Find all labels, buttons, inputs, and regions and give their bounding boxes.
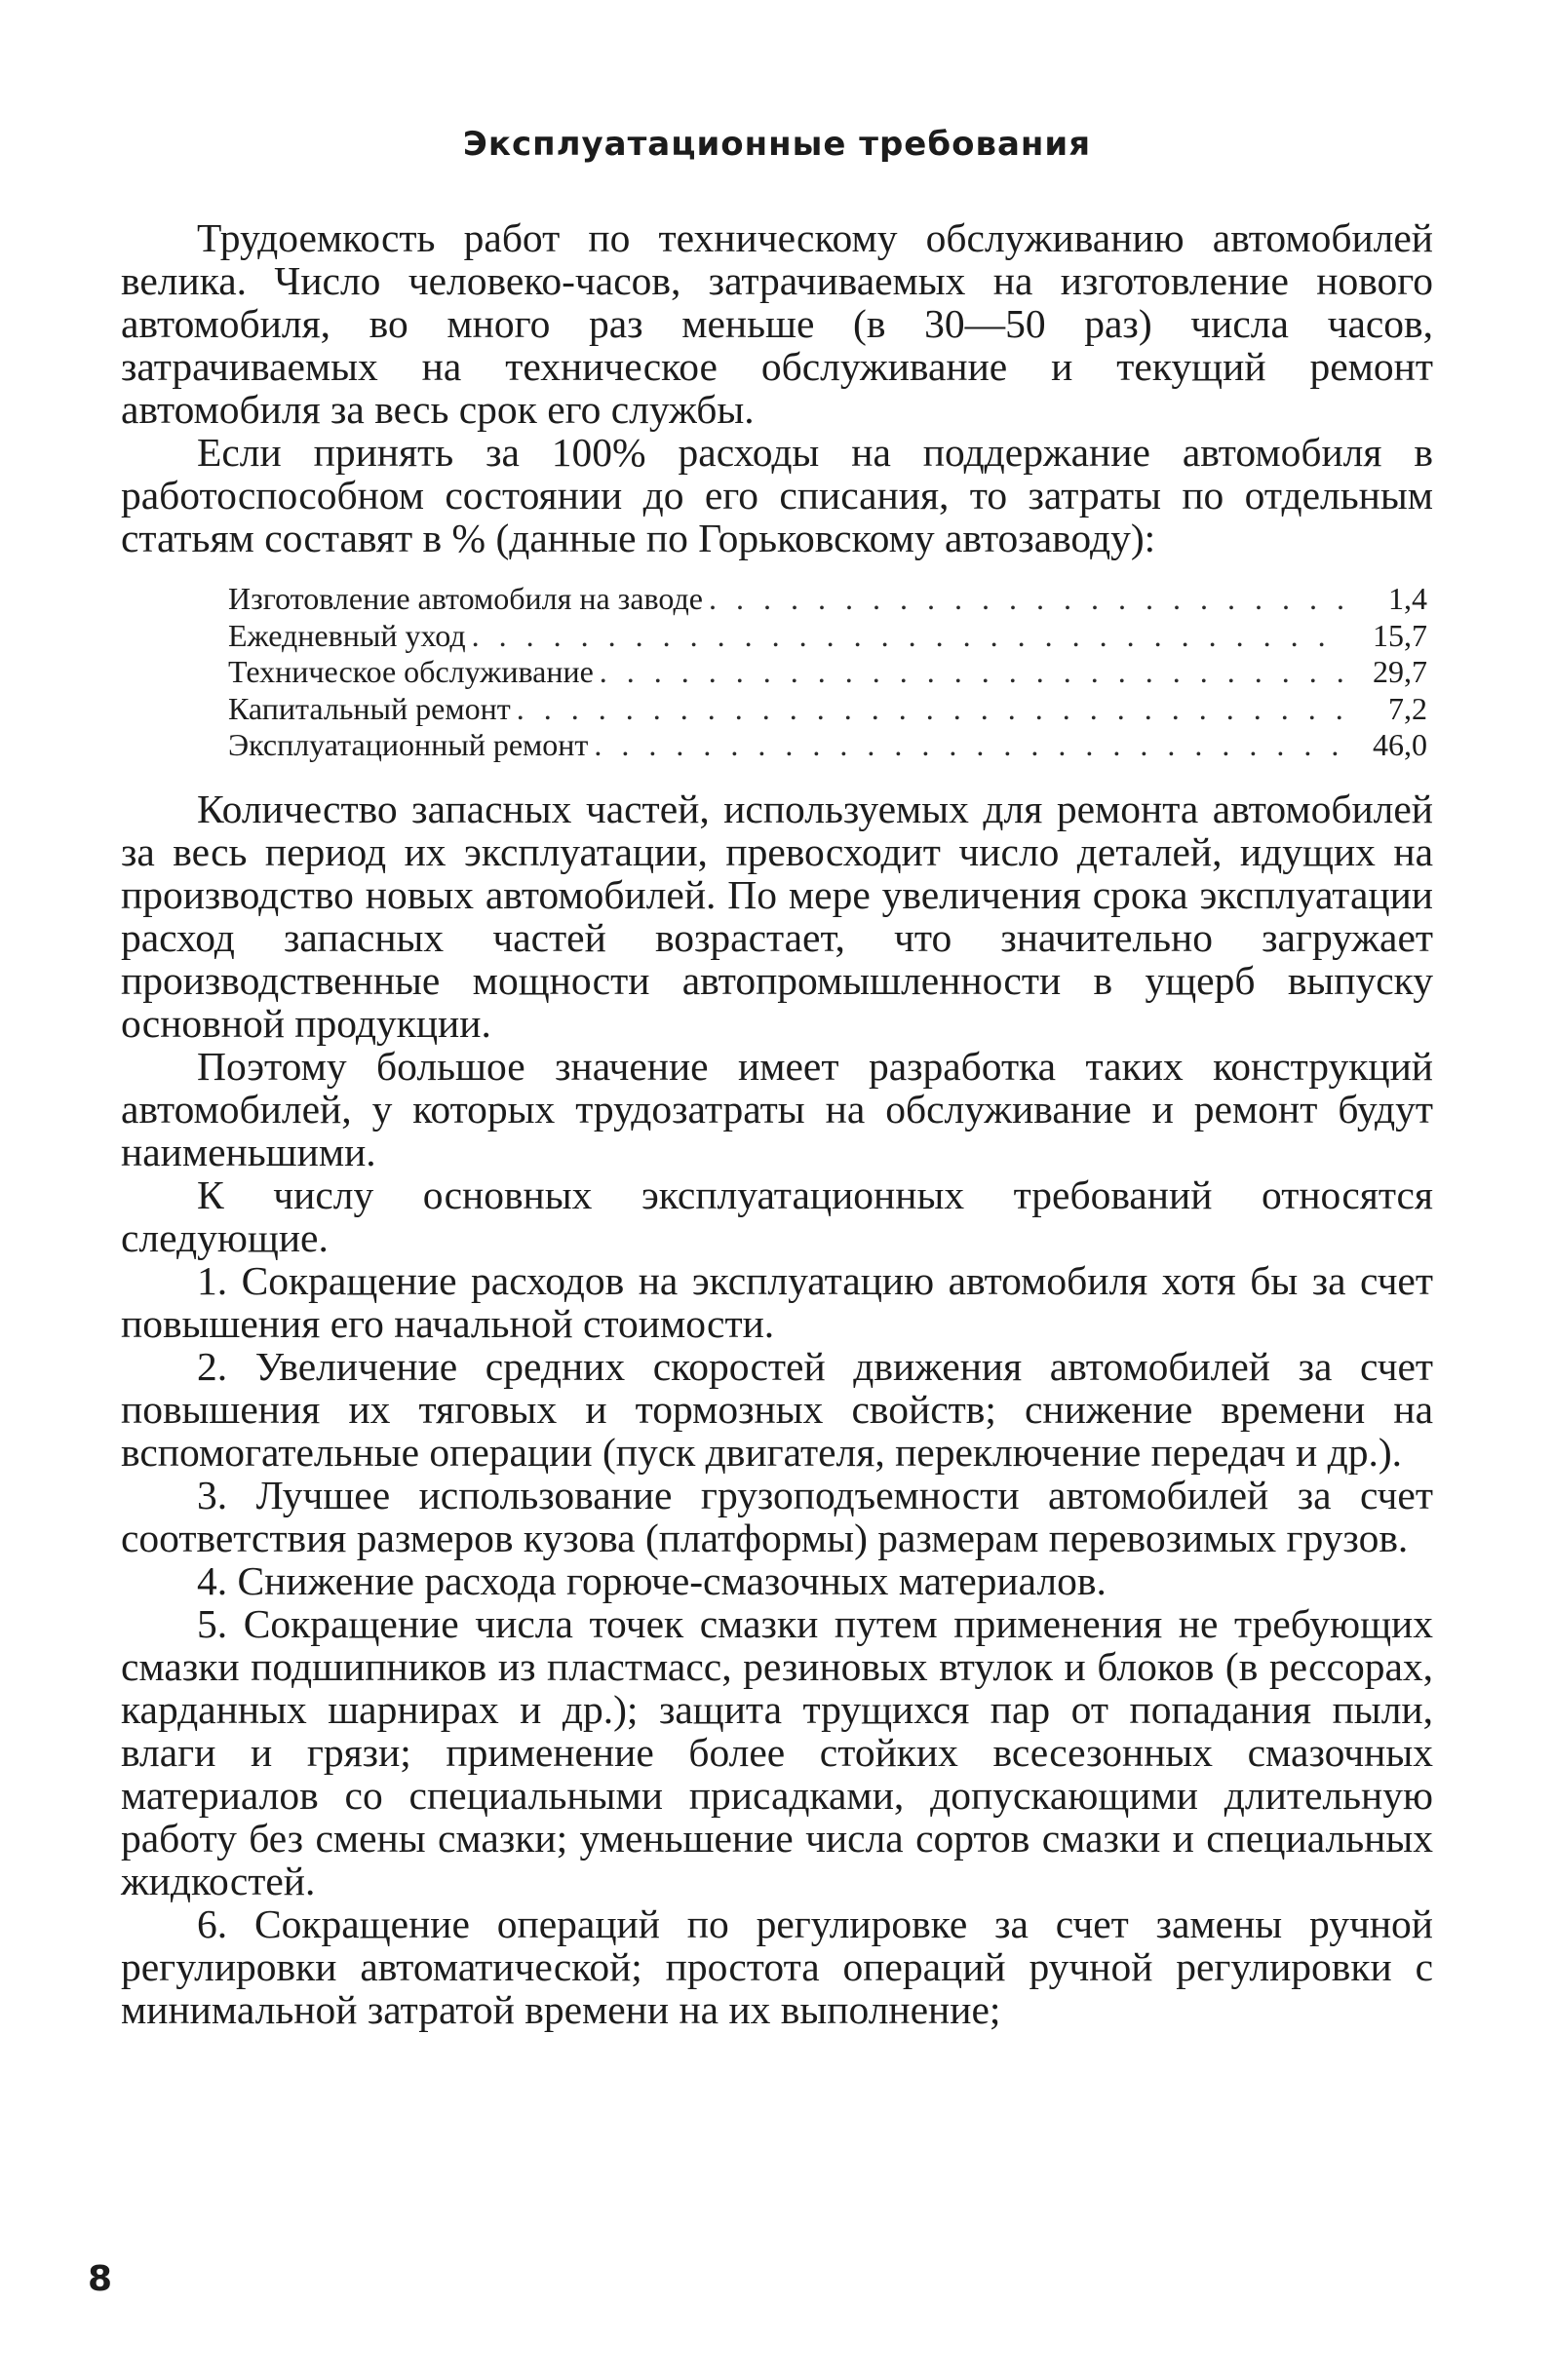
row-value: 7,2: [1388, 690, 1427, 726]
leader-dots: [517, 691, 1343, 728]
cost-table: [228, 581, 1427, 764]
page-number: 8: [88, 2259, 113, 2299]
requirement-item: 2. Увеличение средних скоростей движения автомобилей за счет повышения их тяговых и тормозных свойств; снижение времени на вспомогательные операции (пуск двигателя, переключение передач и др.).: [121, 1343, 1433, 1475]
paragraph-labor-intensity: Трудоемкость работ по техническому обслуживанию автомобилей велика. Число человеко-часов, затрачиваемых на изготовление нового автомобиля, во много раз меньше (в 30—50 раз) числа часов, затрачиваемых на техническое обслуживание и текущий ремонт автомобиля за весь срок его службы.: [121, 215, 1433, 432]
row-label: Изготовление автомобиля на заводе: [228, 581, 703, 616]
row-label: Капитальный ремонт: [228, 690, 511, 726]
requirement-item: 4. Снижение расхода горюче-смазочных материалов.: [197, 1557, 1107, 1603]
row-value: 15,7: [1373, 617, 1427, 653]
row-value: 1,4: [1388, 581, 1427, 616]
requirement-item: 3. Лучшее использование грузоподъемности автомобилей за счет соответствия размеров кузова (платформы) размерам перевозимых грузов.: [121, 1472, 1433, 1560]
leader-dots: [472, 618, 1343, 655]
row-value: 46,0: [1373, 727, 1427, 762]
paragraph-spare-parts: Количество запасных частей, используемых для ремонта автомобилей за весь период их эксплуатации, превосходит число деталей, идущих на производство новых автомобилей. По мере увеличения срока эксплуатации расход запасных частей возрастает, что значительно загружает производственные мощности автопромышленности в ущерб выпуску основной продукции.: [121, 786, 1433, 1046]
row-value: 29,7: [1373, 654, 1427, 689]
paragraph-requirements-intro: К числу основных эксплуатационных требований относятся следующие.: [121, 1171, 1433, 1260]
leader-dots: [709, 581, 1343, 618]
table-row: [228, 727, 1427, 764]
row-label: Техническое обслуживание: [228, 654, 594, 689]
requirement-item: 5. Сокращение числа точек смазки путем применения не требующих смазки подшипников из пластмасс, резиновых втулок и блоков (в рессорах, карданных шарнирах и др.); защита трущихся пар от попадания пыли, влаги и грязи; применение более стойких всесезонных смазочных материалов со специальными присадками, допускающими длительную работу без смены смазки; уменьшение числа сортов смазки и специальных жидкостей.: [121, 1600, 1433, 1903]
leader-dots: [594, 727, 1343, 764]
leader-dots: [600, 654, 1343, 691]
row-label: Эксплуатационный ремонт: [228, 727, 589, 762]
body-text: [121, 216, 1433, 2031]
requirement-item: 6. Сокращение операций по регулировке за счет замены ручной регулировки автоматической; простота операций ручной регулировки с минимальной затратой времени на их выполнение;: [121, 1900, 1433, 2032]
paragraph-design-importance: Поэтому большое значение имеет разработка таких конструкций автомобилей, у которых трудозатраты на обслуживание и ремонт будут наименьшими.: [121, 1043, 1433, 1174]
paragraph-cost-intro: Если принять за 100% расходы на поддержание автомобиля в работоспособном состоянии до его списания, то затраты по отдельным статьям составят в % (данные по Горьковскому автозаводу):: [121, 430, 1433, 560]
table-row: [228, 581, 1427, 618]
row-label: Ежедневный уход: [228, 617, 466, 653]
table-row: [228, 618, 1427, 655]
section-heading: Эксплуатационные требования: [462, 125, 1092, 164]
requirement-item: 1. Сокращение расходов на эксплуатацию автомобиля хотя бы за счет повышения его начальной стоимости.: [121, 1257, 1433, 1346]
table-row: [228, 654, 1427, 691]
table-row: [228, 691, 1427, 728]
